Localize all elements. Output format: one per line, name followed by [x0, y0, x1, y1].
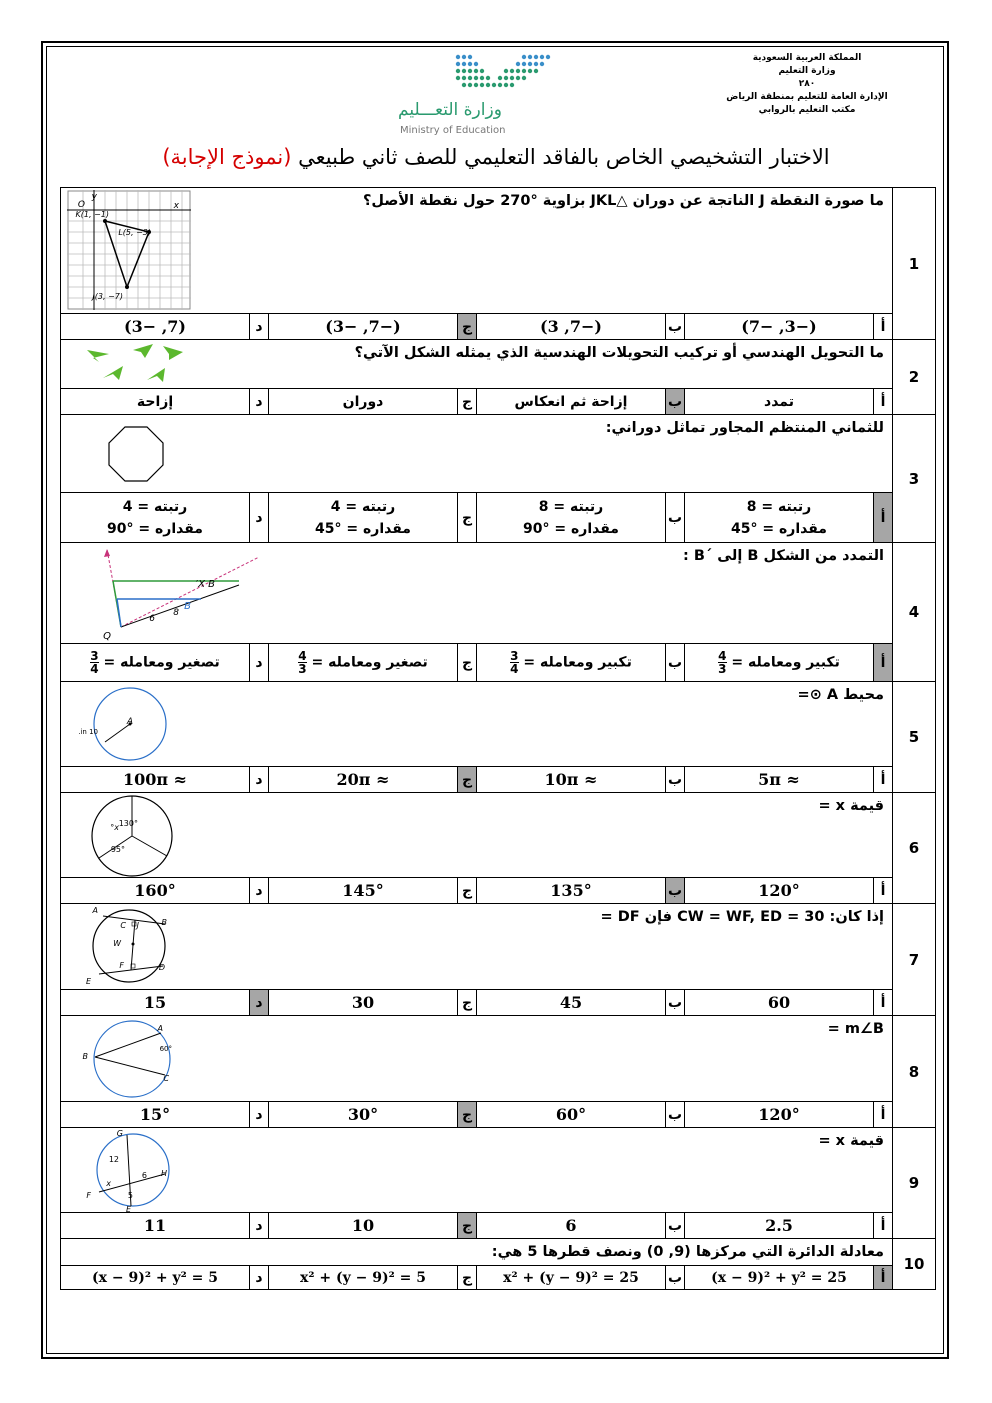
option-d-line1: رتبته = 4 [122, 498, 188, 515]
angle-x-label: x° [110, 823, 119, 832]
point-e-label: E [85, 977, 91, 986]
question-row [61, 188, 936, 314]
question-cell [61, 340, 893, 389]
option-c[interactable] [269, 644, 458, 682]
option-letter-a: أ [874, 767, 893, 793]
option-letter-b: ب [666, 767, 685, 793]
option-c[interactable] [269, 493, 458, 543]
denominator: 3 [718, 662, 727, 676]
option-d[interactable]: (x − 9)² + y² = 5 [61, 1266, 250, 1290]
option-b[interactable]: 135° [477, 878, 666, 904]
question-row [61, 415, 936, 493]
option-c[interactable]: 30 [269, 990, 458, 1016]
option-a-line2: مقداره = °45 [731, 520, 827, 537]
inscribed-angle-figure [82, 1017, 197, 1101]
point-d-label: D [158, 963, 165, 972]
question-cell [61, 1239, 893, 1266]
center-a-label: A [126, 717, 133, 727]
option-b[interactable]: إزاحة ثم انعكاس [477, 389, 666, 415]
option-d[interactable]: 15 [61, 990, 250, 1016]
option-a[interactable]: ≈ 5π [685, 767, 874, 793]
dilation-figure [71, 545, 251, 641]
option-a[interactable]: 120° [685, 878, 874, 904]
point-a-label: A [157, 1024, 163, 1033]
question-row [61, 682, 936, 767]
option-a[interactable] [685, 644, 874, 682]
options-row [61, 990, 936, 1016]
option-letter-c-selected: ج [458, 1213, 477, 1239]
question-number: 7 [893, 904, 936, 1016]
option-letter-d: د [250, 314, 269, 340]
question-text: معادلة الدائرة التي مركزها (9, 0) ونصف قطرها 5 هي: [491, 1244, 884, 1260]
question-row [61, 904, 936, 990]
point-j-label: J(3, −7) [92, 292, 123, 301]
origin-label: O [77, 200, 85, 210]
question-text: قيمة x = [818, 1133, 884, 1149]
options-row [61, 644, 936, 682]
question-cell [61, 682, 893, 767]
option-letter-c: ج [458, 493, 477, 543]
segment-6-label: 6 [141, 1171, 147, 1180]
question-row [61, 793, 936, 878]
point-g-label: G [116, 1129, 123, 1138]
option-b[interactable]: (−7, 3) [477, 314, 666, 340]
options-row [61, 493, 936, 543]
option-d[interactable] [61, 644, 250, 682]
option-a-line1: رتبته = 8 [746, 498, 812, 515]
x-axis-label: x [173, 201, 179, 211]
option-letter-c-selected: ج [458, 767, 477, 793]
question-number: 3 [893, 415, 936, 543]
green-arrows-figure [83, 344, 193, 386]
octagon-figure [101, 421, 171, 491]
point-f-label: F [86, 1191, 91, 1200]
option-letter-a-selected: أ [874, 493, 893, 543]
option-letter-b-selected: ب [666, 389, 685, 415]
point-c-label: C [120, 921, 126, 930]
question-number: 4 [893, 543, 936, 682]
denominator: 4 [90, 662, 99, 676]
option-letter-b: ب [666, 990, 685, 1016]
angle-95-label: 95° [110, 845, 125, 854]
question-number: 5 [893, 682, 936, 793]
option-a[interactable]: 2.5 [685, 1213, 874, 1239]
option-a[interactable] [685, 493, 874, 543]
question-text: محيط A ⊙= [797, 687, 884, 703]
option-letter-a: أ [874, 1102, 893, 1128]
question-text: قيمة x = [818, 798, 884, 814]
point-k-label: K(1, −1) [75, 210, 109, 219]
denominator: 4 [510, 662, 519, 676]
question-number: 10 [893, 1239, 936, 1290]
question-number: 2 [893, 340, 936, 415]
radius-label: 10 in. [78, 728, 98, 736]
option-c[interactable]: 30° [269, 1102, 458, 1128]
question-number: 9 [893, 1128, 936, 1239]
option-b-fraction [510, 650, 518, 675]
option-letter-d-selected: د [250, 990, 269, 1016]
option-c[interactable]: 145° [269, 878, 458, 904]
option-letter-d: د [250, 644, 269, 682]
question-text: m∠B = [827, 1021, 884, 1037]
numerator: 3 [510, 649, 519, 663]
page-title [60, 145, 932, 169]
option-c[interactable]: ≈ 20π [269, 767, 458, 793]
option-letter-a: أ [874, 990, 893, 1016]
question-cell [61, 188, 893, 314]
options-row [61, 878, 936, 904]
option-letter-d: د [250, 493, 269, 543]
option-a[interactable]: تمدد [685, 389, 874, 415]
option-letter-c: ج [458, 1266, 477, 1290]
option-b-line1: رتبته = 8 [538, 498, 604, 515]
option-d-line2: مقداره = °90 [107, 520, 203, 537]
option-b[interactable]: 6 [477, 1213, 666, 1239]
point-w-label: W [113, 939, 121, 948]
question-cell [61, 415, 893, 493]
ministry-header [707, 52, 907, 117]
question-cell [61, 904, 893, 990]
option-a-text: تكبير ومعامله = [731, 654, 840, 671]
segment-12-label: 12 [108, 1155, 119, 1164]
option-c-line2: مقداره = °45 [315, 520, 411, 537]
intersecting-chords-figure [85, 1128, 185, 1212]
question-cell [61, 543, 893, 644]
question-text: ما صورة النقطة J الناتجة عن دوران △JKL بزاوية °270 حول نقطة الأصل؟ [363, 193, 884, 209]
question-row [61, 1128, 936, 1213]
option-c-text: تصغير ومعامله = [311, 654, 428, 671]
option-letter-c: ج [458, 878, 477, 904]
option-b[interactable] [477, 644, 666, 682]
option-letter-a: أ [874, 314, 893, 340]
length-8-label: 8 [173, 608, 179, 618]
question-text: التمدد من الشكل B إلى ´B : [682, 548, 884, 564]
option-letter-d: د [250, 389, 269, 415]
point-a-label: A [92, 906, 98, 915]
point-h-label: H [160, 1169, 167, 1178]
title-answer-key: (نموذج الإجابة) [162, 145, 292, 169]
question-row [61, 543, 936, 644]
question-row [61, 1239, 936, 1266]
point-b-label: B [184, 601, 191, 612]
header-line: الإدارة العامة للتعليم بمنطقة الرياض [726, 92, 888, 102]
option-letter-c: ج [458, 990, 477, 1016]
header-line: المملكة العربية السعودية [752, 53, 862, 63]
coordinate-grid-figure [67, 190, 191, 310]
option-b[interactable]: x² + (y − 9)² = 25 [477, 1266, 666, 1290]
numerator: 4 [298, 649, 307, 663]
logo-english-text: Ministry of Education [400, 125, 506, 136]
question-row [61, 1016, 936, 1102]
point-b-prime-label: X B′ [195, 579, 215, 590]
point-b-label: B [82, 1052, 88, 1061]
option-a[interactable]: 120° [685, 1102, 874, 1128]
options-row [61, 314, 936, 340]
question-text: للثماني المنتظم المجاور تماثل دوراني: [605, 420, 884, 436]
question-number: 1 [893, 188, 936, 340]
option-b[interactable] [477, 493, 666, 543]
option-letter-b: ب [666, 644, 685, 682]
header-line: ٢٨٠ [798, 79, 816, 89]
option-a[interactable]: (x − 9)² + y² = 25 [685, 1266, 874, 1290]
option-c-fraction [298, 650, 306, 675]
question-number: 6 [893, 793, 936, 904]
option-d[interactable]: 15° [61, 1102, 250, 1128]
option-c[interactable]: (−7, −3) [269, 314, 458, 340]
option-d[interactable]: 160° [61, 878, 250, 904]
question-number: 8 [893, 1016, 936, 1128]
length-6-label: 6 [149, 614, 155, 624]
question-cell [61, 1016, 893, 1102]
option-b-line2: مقداره = °90 [523, 520, 619, 537]
logo-arabic-text: وزارة التعـــليم [398, 100, 502, 120]
option-letter-b-selected: ب [666, 878, 685, 904]
option-c[interactable]: 10 [269, 1213, 458, 1239]
header-line: مكتب التعليم بالروابي [758, 105, 856, 115]
option-d-text: تصغير ومعامله = [103, 654, 220, 671]
options-row [61, 389, 936, 415]
option-letter-b: ب [666, 1266, 685, 1290]
options-row [61, 1266, 936, 1290]
question-text: ما التحويل الهندسي أو تركيب التحويلات الهندسية الذي يمثله الشكل الآتي؟ [354, 345, 884, 361]
option-d[interactable]: ≈ 100π [61, 767, 250, 793]
option-letter-a-selected: أ [874, 644, 893, 682]
point-q-label: Q [103, 631, 111, 642]
option-b[interactable]: 45 [477, 990, 666, 1016]
option-letter-a-selected: أ [874, 1266, 893, 1290]
title-main: الاختبار التشخيصي الخاص بالفاقد التعليمي للصف ثاني طبيعي [298, 145, 830, 169]
question-row [61, 340, 936, 389]
option-letter-b: ب [666, 1213, 685, 1239]
segment-x-label: x [106, 1179, 111, 1188]
option-d-fraction [90, 650, 98, 675]
options-row [61, 1102, 936, 1128]
option-letter-c: ج [458, 389, 477, 415]
point-l-label: L(5, −3) [118, 228, 151, 237]
option-d[interactable]: إزاحة [61, 389, 250, 415]
option-letter-a: أ [874, 878, 893, 904]
point-b-label: B [161, 918, 167, 927]
option-letter-b: ب [666, 314, 685, 340]
point-c-label: C [163, 1074, 169, 1083]
arc-60-label: 60° [159, 1045, 172, 1053]
option-letter-d: د [250, 1213, 269, 1239]
numerator: 4 [718, 649, 727, 663]
options-row [61, 767, 936, 793]
option-d[interactable] [61, 493, 250, 543]
option-a-fraction [718, 650, 726, 675]
y-axis-label: y [91, 192, 97, 202]
option-letter-c-selected: ج [458, 314, 477, 340]
point-f-label: F [119, 961, 124, 970]
option-letter-c-selected: ج [458, 1102, 477, 1128]
option-d[interactable]: (7, −3) [61, 314, 250, 340]
point-e-label: E [125, 1205, 131, 1214]
question-text: إذا كان: CW = WF, ED = 30 فإن DF = [600, 909, 884, 925]
option-c-line1: رتبته = 4 [330, 498, 396, 515]
question-cell [61, 793, 893, 878]
denominator: 3 [298, 662, 307, 676]
option-d[interactable]: 11 [61, 1213, 250, 1239]
option-letter-d: د [250, 767, 269, 793]
option-letter-b: ب [666, 1102, 685, 1128]
header-line: وزارة التعليم [778, 66, 836, 76]
option-letter-d: د [250, 1102, 269, 1128]
option-c[interactable]: x² + (y − 9)² = 5 [269, 1266, 458, 1290]
circle-a-figure [78, 684, 175, 766]
options-row [61, 1213, 936, 1239]
option-letter-b: ب [666, 493, 685, 543]
chords-circle-figure [81, 904, 181, 988]
option-b[interactable]: 60° [477, 1102, 666, 1128]
option-letter-d: د [250, 1266, 269, 1290]
option-letter-a: أ [874, 389, 893, 415]
option-letter-d: د [250, 878, 269, 904]
option-a[interactable]: (−3, −7) [685, 314, 874, 340]
point-j-label: J [136, 921, 139, 930]
option-letter-c: ج [458, 644, 477, 682]
option-c[interactable]: دوران [269, 389, 458, 415]
option-b[interactable]: ≈ 10π [477, 767, 666, 793]
questions-table [60, 187, 936, 1290]
option-a[interactable]: 60 [685, 990, 874, 1016]
circle-sectors-figure [87, 794, 177, 878]
numerator: 3 [90, 649, 99, 663]
question-cell [61, 1128, 893, 1213]
angle-130-label: 130° [118, 819, 138, 828]
option-letter-a: أ [874, 1213, 893, 1239]
option-b-text: تكبير ومعامله = [523, 654, 632, 671]
segment-5-label: 5 [127, 1191, 133, 1200]
